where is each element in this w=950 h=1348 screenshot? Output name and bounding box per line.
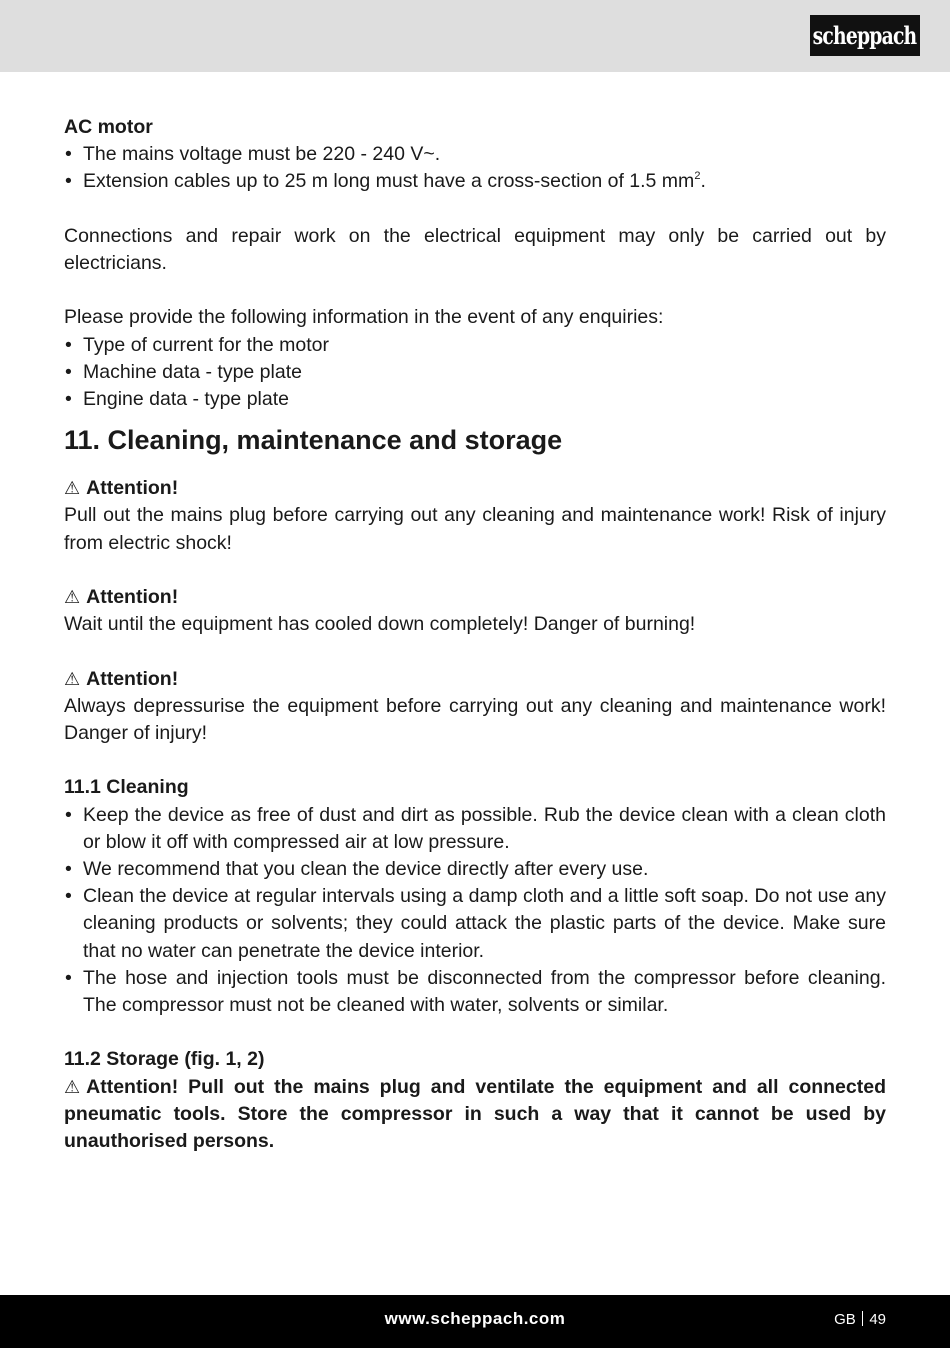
- list-item: • Machine data - type plate: [64, 359, 886, 386]
- page-number: [834, 1311, 886, 1328]
- warning-text: Wait until the equipment has cooled down completely! Danger of burning!: [64, 613, 696, 636]
- connections-paragraph: Connections and repair work on the electrical equipment may only be carried out by electricians.: [64, 224, 886, 274]
- enquiries-intro: Please provide the following information in the event of any enquiries:: [64, 306, 664, 329]
- warning-label: ⚠ Attention!: [64, 475, 886, 502]
- list-item: • Keep the device as free of dust and dirt as possible. Rub the device clean with a clean cloth or blow it off with compressed air at low pressure.: [64, 802, 886, 856]
- warning-label: ⚠ Attention!: [64, 584, 886, 611]
- cleaning-heading: 11.1 Cleaning: [64, 776, 189, 799]
- list-item: • Engine data - type plate: [64, 386, 886, 413]
- logo-text: scheppach: [813, 21, 917, 50]
- list-item: • The mains voltage must be 220 - 240 V~.: [64, 141, 886, 168]
- warning-label: ⚠ Attention!: [64, 666, 886, 693]
- warning-triangle-icon: ⚠: [64, 478, 81, 500]
- page-number-value: 49: [869, 1311, 886, 1328]
- list-item: • The hose and injection tools must be disconnected from the compressor before cleaning. The compressor must not be cleaned with water, solvents or similar.: [64, 965, 886, 1019]
- warning-triangle-icon: ⚠: [64, 1076, 81, 1098]
- list-item: • Type of current for the motor: [64, 332, 886, 359]
- language-code: GB: [834, 1311, 856, 1328]
- warning-triangle-icon: ⚠: [64, 587, 81, 608]
- cleaning-list: [64, 802, 886, 1020]
- list-item: • Clean the device at regular intervals using a damp cloth and a little soft soap. Do not use any cleaning products or solvents; they could attack the plastic parts of the device. Make sure that no water can penetrate the device interior.: [64, 883, 886, 965]
- list-item: • We recommend that you clean the device directly after every use.: [64, 856, 886, 883]
- enquiries-list: [64, 332, 886, 414]
- page-header: [0, 0, 950, 72]
- page-separator: [862, 1311, 864, 1326]
- scheppach-logo: [810, 15, 920, 56]
- storage-warning: ⚠ Attention! Pull out the mains plug and ventilate the equipment and all connected pneumatic tools. Store the compressor in such a way that it cannot be used by unauthorised persons.: [64, 1075, 886, 1153]
- storage-heading: 11.2 Storage (fig. 1, 2): [64, 1048, 265, 1071]
- warning-triangle-icon: ⚠: [64, 668, 81, 690]
- warning-text: Always depressurise the equipment before carrying out any cleaning and maintenance work! Danger of injury!: [64, 694, 886, 744]
- superscript: 2: [694, 170, 701, 183]
- ac-motor-list: [64, 141, 886, 195]
- page-content: [64, 114, 886, 1155]
- page-footer: [0, 1295, 950, 1348]
- ac-motor-heading: AC motor: [64, 116, 153, 138]
- website-link[interactable]: www.scheppach.com: [384, 1309, 566, 1328]
- warning-text: Pull out the mains plug before carrying out any cleaning and maintenance work! Risk of injury from electric shock!: [64, 504, 886, 554]
- section-title: 11. Cleaning, maintenance and storage: [64, 425, 563, 456]
- list-item: • Extension cables up to 25 m long must have a cross-section of 1.5 $mm^2$.: [64, 168, 886, 195]
